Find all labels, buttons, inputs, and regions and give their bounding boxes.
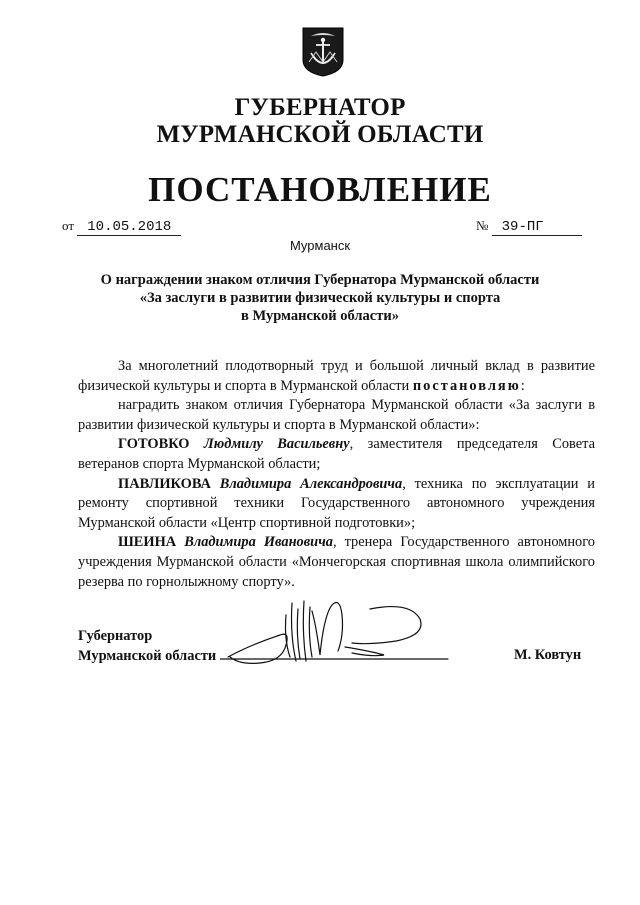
awardee-item: [78, 435, 595, 474]
issuer-title: ГУБЕРНАТОР: [234, 94, 406, 121]
body-text: За многолетний плодотворный труд и большой личный вклад в развитие физической культуры и спорта в Мурманской области: [78, 358, 595, 394]
document-date: 10.05.2018: [77, 219, 181, 236]
awardee-position: , тренера Государственного автономного учреждения Мурманской области «Мончегорская спортивная школа олимпийского резерва по горнолыжному спорту».: [78, 534, 595, 590]
awardee-position: , заместителя председателя Совета ветеранов спорта Мурманской области;: [78, 436, 595, 472]
issuer-region: МУРМАНСКОЙ ОБЛАСТИ: [156, 121, 484, 148]
date-prefix: от: [62, 218, 75, 233]
city-name: Мурманск: [289, 238, 351, 253]
awardee-name: Владимира Ивановича: [184, 534, 333, 551]
document-number-row: [476, 218, 582, 236]
awardee-item: [78, 533, 595, 592]
signatory-name: М. Ковтун: [514, 647, 582, 663]
subject-line: в Мурманской области»: [241, 308, 399, 324]
signatory-title: [78, 626, 216, 666]
coat-of-arms-icon: [301, 26, 345, 78]
document-number: 39-ПГ: [492, 219, 582, 236]
resolution-word: постановляю: [412, 377, 521, 394]
awardee-position: , техника по эксплуатации и ремонту спортивной техники Государственного автономного учреждения Мурманской области «Центр спортивной подготовки»;: [78, 475, 596, 531]
body-paragraph: наградить знаком отличия Губернатора Мурманской области «За заслуги в развитии физической культуры и спорта в Мурманской области»:: [78, 397, 595, 433]
document-date-row: [62, 218, 181, 236]
awardee-surname: ГОТОВКО: [118, 436, 190, 453]
subject-line: «За заслуги в развитии физической культуры и спорта: [139, 290, 501, 306]
awardee-surname: ШЕИНА: [118, 534, 177, 551]
subject-line: О награждении знаком отличия Губернатора Мурманской области: [100, 272, 540, 288]
signatory-title-line: Губернатор: [78, 628, 153, 644]
body-text: :: [520, 377, 525, 394]
awardee-surname: ПАВЛИКОВА: [118, 475, 211, 492]
signatory-title-line: Мурманской области: [78, 648, 217, 664]
body-paragraph: [78, 357, 595, 396]
document-subject: [0, 271, 640, 325]
awardee-name: Владимира Александровича: [219, 475, 403, 492]
document-type-title: ПОСТАНОВЛЕНИЕ: [148, 170, 492, 209]
document-body: [78, 357, 595, 592]
number-prefix: №: [476, 218, 489, 233]
handwritten-signature: [220, 595, 450, 675]
awardee-item: [78, 475, 595, 534]
awardee-name: Людмилу Васильевну: [203, 436, 350, 453]
